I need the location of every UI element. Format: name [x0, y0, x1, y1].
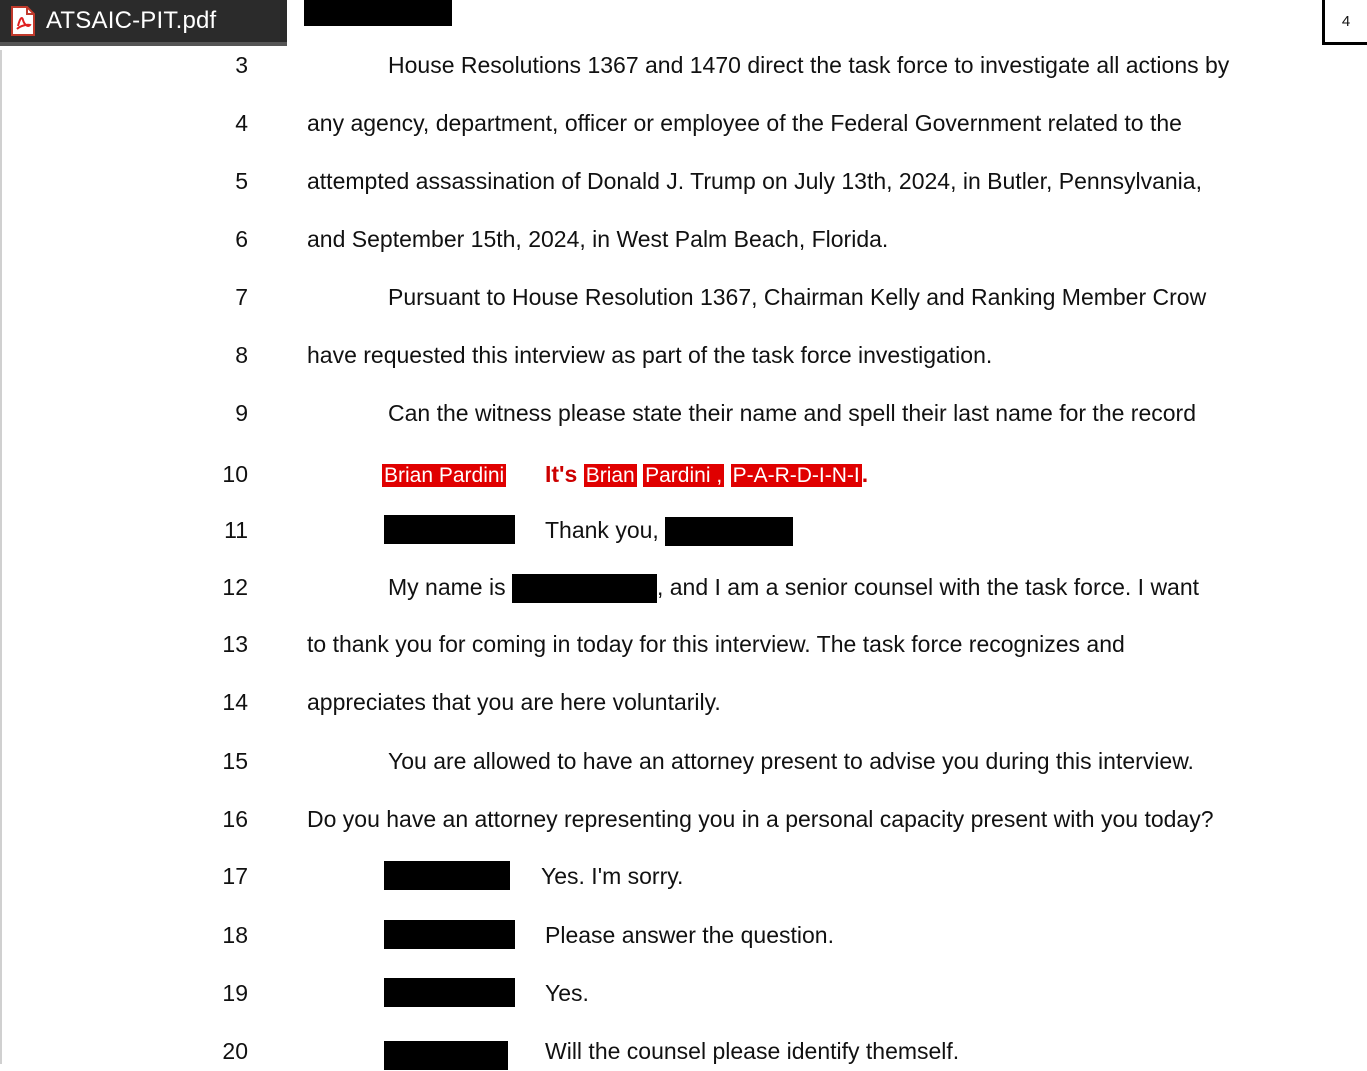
line-number: 15: [222, 748, 248, 774]
transcript-line: [0, 510, 1367, 550]
line-number: 4: [235, 110, 248, 136]
line-number: 14: [222, 689, 248, 715]
page-number: 4: [1322, 0, 1367, 45]
redacted-name: [512, 574, 657, 603]
line-number: 8: [235, 342, 248, 368]
line-number: 11: [224, 517, 248, 543]
redacted-speaker: [384, 515, 515, 544]
response-word: It's: [545, 461, 578, 487]
line-text: attempted assassination of Donald J. Trump on July 13th, 2024, in Butler, Pennsylvania,: [307, 168, 1202, 194]
transcript-line: [0, 277, 1367, 317]
line-number: 17: [222, 863, 248, 889]
response-period: .: [861, 461, 869, 487]
line-text: have requested this interview as part of the task force investigation.: [307, 342, 993, 368]
line-text: Will the counsel please identify themself.: [545, 1038, 960, 1064]
highlighted-speaker-name: Brian Pardini: [384, 464, 505, 487]
line-text: appreciates that you are here voluntarily.: [307, 689, 721, 715]
line-text: and September 15th, 2024, in West Palm Beach, Florida.: [307, 226, 889, 252]
line-text: Can the witness please state their name and spell their last name for the record: [388, 400, 1196, 426]
line-text: to thank you for coming in today for this interview. The task force recognizes and: [307, 631, 1125, 657]
line-number: 5: [235, 168, 248, 194]
transcript-line: [0, 454, 1367, 494]
line-number: 13: [222, 631, 248, 657]
response-text: Thank you,: [545, 517, 659, 543]
highlighted-last-name: Pardini ,: [645, 464, 723, 487]
transcript-line: [0, 335, 1367, 375]
transcript-line: [0, 161, 1367, 201]
text-before-redaction: My name is: [388, 574, 506, 600]
transcript-line: [0, 1031, 1367, 1071]
line-number: 19: [222, 980, 248, 1006]
line-text: any agency, department, officer or employee of the Federal Government related to the: [307, 110, 1182, 136]
transcript-line: [0, 973, 1367, 1013]
line-text: [388, 567, 1199, 607]
line-number: 3: [235, 52, 248, 78]
line-text: Yes. I'm sorry.: [541, 863, 684, 889]
transcript-line: [0, 219, 1367, 259]
line-text: You are allowed to have an attorney present to advise you during this interview.: [388, 748, 1194, 774]
document-tab[interactable]: [0, 0, 287, 46]
redacted-speaker: [384, 978, 515, 1007]
redacted-speaker: [384, 861, 510, 890]
redacted-speaker: [384, 1041, 508, 1070]
pdf-file-icon: [10, 6, 36, 36]
transcript-line: [0, 103, 1367, 143]
line-number: 18: [222, 922, 248, 948]
line-number: 7: [235, 284, 248, 310]
transcript-line: [0, 915, 1367, 955]
document-left-border: [0, 50, 2, 1064]
highlighted-first-name: Brian: [585, 464, 635, 487]
line-text: Please answer the question.: [545, 922, 834, 948]
witness-response: [545, 454, 868, 496]
line-text: Do you have an attorney representing you in a personal capacity present with you today?: [307, 806, 1214, 832]
transcript-line: [0, 45, 1367, 85]
line-text: [545, 510, 793, 550]
line-number: 6: [235, 226, 248, 252]
redacted-name: [665, 517, 793, 546]
speaker-label: [382, 454, 506, 496]
redacted-speaker: [384, 920, 515, 949]
line-text: Yes.: [545, 980, 589, 1006]
line-number: 12: [222, 574, 248, 600]
line-text: Pursuant to House Resolution 1367, Chairman Kelly and Ranking Member Crow: [388, 284, 1207, 310]
line-text: House Resolutions 1367 and 1470 direct the task force to investigate all actions by: [388, 52, 1230, 78]
transcript-line: [0, 567, 1367, 607]
transcript-line: [0, 799, 1367, 839]
redaction-bar: [304, 0, 452, 26]
text-after-redaction: , and I am a senior counsel with the task force. I want: [656, 574, 1200, 600]
transcript-line: [0, 856, 1367, 896]
transcript-line: [0, 624, 1367, 664]
transcript-line: [0, 393, 1367, 433]
line-number: 20: [222, 1038, 248, 1064]
line-number: 10: [222, 461, 248, 487]
line-number: 16: [222, 806, 248, 832]
line-number: 9: [235, 400, 248, 426]
highlighted-spelling: P-A-R-D-I-N-I: [732, 464, 860, 487]
transcript-line: [0, 741, 1367, 781]
transcript-line: [0, 682, 1367, 722]
document-title: ATSAIC-PIT.pdf: [46, 7, 217, 34]
